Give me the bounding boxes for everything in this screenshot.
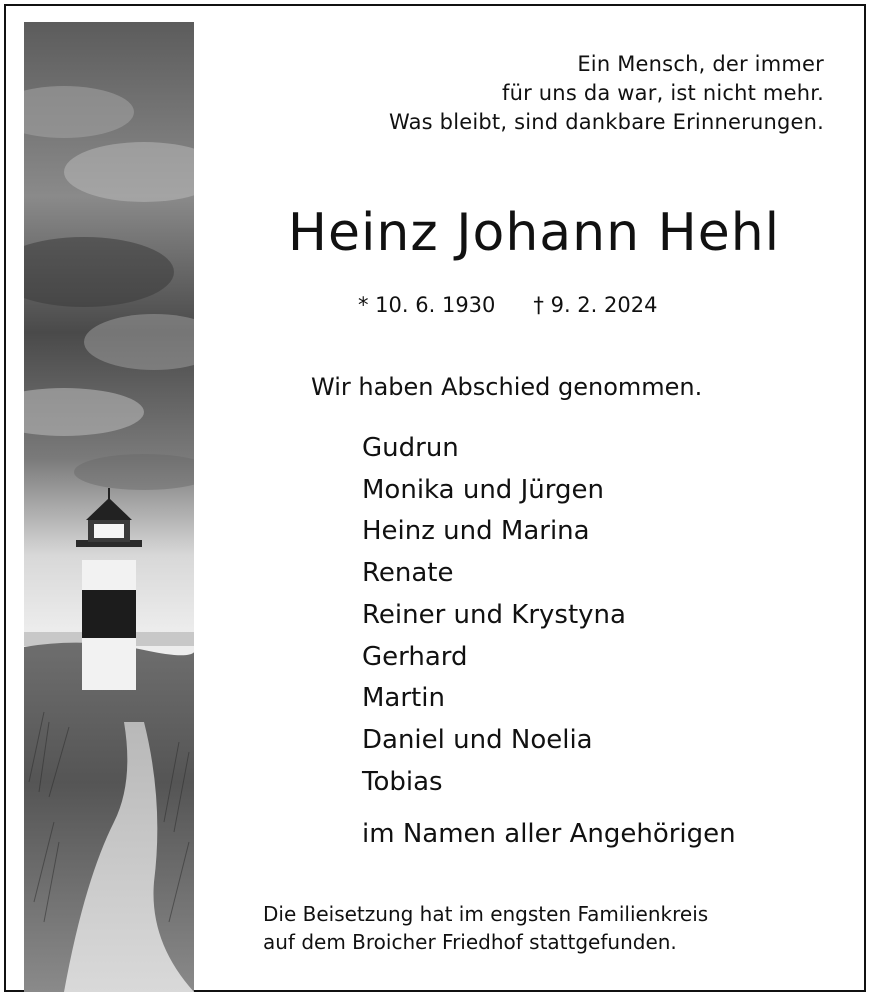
mourner-name: Reiner und Krystyna <box>362 599 626 630</box>
mourner-name: Gerhard <box>362 641 468 672</box>
mourner-name: Heinz und Marina <box>362 516 590 547</box>
mourner-name: Martin <box>362 683 445 714</box>
mourner-name: Gudrun <box>362 433 459 463</box>
mourners-list <box>362 428 626 803</box>
burial-note-line: auf dem Broicher Friedhof stattgefunden. <box>263 930 677 954</box>
death-date: † 9. 2. 2024 <box>533 293 658 317</box>
birth-date: * 10. 6. 1930 <box>358 293 496 317</box>
burial-note <box>263 900 708 956</box>
deceased-name: Heinz Johann Hehl <box>287 203 781 263</box>
memorial-quote <box>389 50 824 137</box>
mourner-name: Monika und Jürgen <box>362 474 604 505</box>
mourner-name: Daniel und Noelia <box>362 724 593 755</box>
quote-line: Ein Mensch, der immer <box>577 52 824 76</box>
lighthouse-illustration <box>24 22 194 992</box>
mourner-name: Renate <box>362 558 454 589</box>
mourner-name: Tobias <box>362 766 443 797</box>
life-dates <box>358 292 657 318</box>
quote-line: für uns da war, ist nicht mehr. <box>501 81 824 105</box>
farewell-statement: Wir haben Abschied genommen. <box>311 373 703 401</box>
burial-note-line: Die Beisetzung hat im engsten Familienkreis <box>263 902 709 926</box>
on-behalf-line: im Namen aller Angehörigen <box>362 819 736 849</box>
lighthouse-photo <box>24 22 194 992</box>
quote-line: Was bleibt, sind dankbare Erinnerungen. <box>388 110 824 134</box>
obituary-frame <box>4 4 866 992</box>
